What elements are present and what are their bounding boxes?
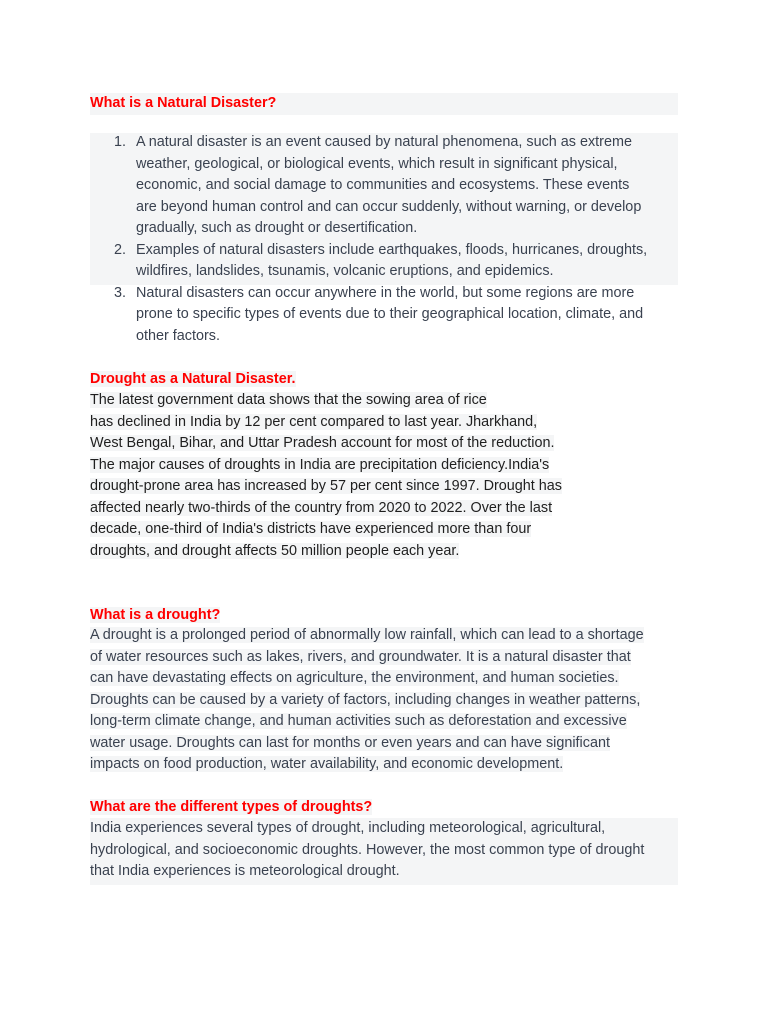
paragraph-line: India experiences several types of drought, including meteorological, agricultural,	[90, 820, 606, 836]
paragraph-line: West Bengal, Bihar, and Uttar Pradesh account for most of the reduction.	[90, 435, 555, 451]
paragraph-line: hydrological, and socioeconomic droughts. However, the most common type of drought	[90, 841, 645, 858]
list-line: Natural disasters can occur anywhere in the world, but some regions are more	[136, 284, 635, 301]
paragraph-line: drought-prone area has increased by 57 per cent since 1997. Drought has	[90, 478, 562, 494]
list-line: economic, and social damage to communities and ecosystems. These events	[136, 177, 630, 193]
paragraph-line: The major causes of droughts in India are precipitation deficiency.India's	[90, 456, 550, 473]
list-item	[114, 240, 680, 283]
list-item	[114, 283, 680, 348]
paragraph-line: that India experiences is meteorological drought.	[90, 863, 400, 879]
drought-natural-disaster-paragraph	[90, 390, 562, 562]
list-line: prone to specific types of events due to their geographical location, climate, and	[136, 306, 644, 322]
paragraph-line: affected nearly two-thirds of the country from 2020 to 2022. Over the last	[90, 499, 553, 516]
list-line: A natural disaster is an event caused by natural phenomena, such as extreme	[136, 134, 632, 150]
list-item	[114, 132, 680, 240]
paragraph-line: decade, one-third of India's districts have experienced more than four	[90, 521, 532, 537]
heading-drought-natural-disaster	[90, 369, 296, 391]
heading-natural-disaster: What is a Natural Disaster?	[90, 93, 678, 115]
heading-text: What is a drought?	[90, 607, 221, 623]
list-line: wildfires, landslides, tsunamis, volcanic eruptions, and epidemics.	[136, 263, 554, 279]
list-line: gradually, such as drought or desertification.	[136, 220, 418, 236]
types-of-droughts-paragraph	[90, 818, 678, 883]
paragraph-line: A drought is a prolonged period of abnormally low rainfall, which can lead to a shortage	[90, 627, 644, 643]
paragraph-line: Droughts can be caused by a variety of factors, including changes in weather patterns,	[90, 691, 641, 708]
heading-what-is-drought	[90, 605, 220, 627]
paragraph-line: can have devastating effects on agriculture, the environment, and human societies.	[90, 670, 619, 686]
paragraph-line: impacts on food production, water availability, and economic development.	[90, 756, 564, 772]
list-line: other factors.	[136, 327, 220, 344]
list-number: 1.	[114, 134, 127, 150]
paragraph-line: droughts, and drought affects 50 million people each year.	[90, 542, 460, 559]
heading-types-of-droughts	[90, 797, 372, 819]
what-is-drought-paragraph	[90, 625, 644, 776]
heading-text: Drought as a Natural Disaster.	[90, 371, 296, 387]
heading-text: What are the different types of droughts?	[90, 799, 373, 815]
list-number: 3.	[114, 284, 127, 301]
paragraph-line: of water resources such as lakes, rivers, and groundwater. It is a natural disaster that	[90, 648, 631, 665]
paragraph-line: has declined in India by 12 per cent compared to last year. Jharkhand,	[90, 413, 538, 430]
list-line: are beyond human control and can occur suddenly, without warning, or develop	[136, 198, 642, 215]
paragraph-line: water usage. Droughts can last for months or even years and can have significant	[90, 734, 610, 751]
list-line: Examples of natural disasters include earthquakes, floods, hurricanes, droughts,	[136, 241, 648, 258]
paragraph-line: The latest government data shows that the sowing area of rice	[90, 392, 487, 408]
list-line: weather, geological, or biological events, which result in significant physical,	[136, 155, 618, 172]
paragraph-line: long-term climate change, and human activities such as deforestation and excessive	[90, 713, 627, 729]
list-number: 2.	[114, 241, 127, 258]
natural-disaster-list	[90, 132, 680, 347]
